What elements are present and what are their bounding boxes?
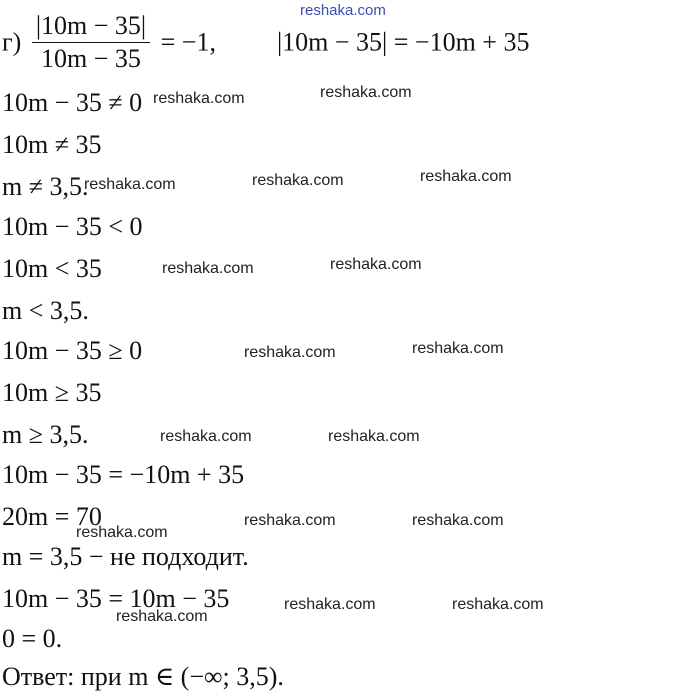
- watermark: reshaka.com: [320, 84, 412, 101]
- watermark: reshaka.com: [412, 512, 504, 529]
- solution-line: 10m − 35 < 0: [2, 212, 143, 241]
- watermark: reshaka.com: [420, 168, 512, 185]
- fraction: [32, 12, 150, 73]
- solution-line: 20m = 70: [2, 502, 102, 531]
- watermark: reshaka.com: [452, 596, 544, 613]
- solution-line: 0 = 0.: [2, 624, 63, 653]
- watermark: reshaka.com: [84, 176, 176, 193]
- watermark: reshaka.com: [244, 344, 336, 361]
- equation-header: [2, 12, 529, 73]
- watermark: reshaka.com: [76, 524, 168, 541]
- answer-line: Ответ: при m ∈ (−∞; 3,5).: [2, 662, 284, 691]
- solution-line: m ≠ 3,5.: [2, 172, 89, 201]
- watermark: reshaka.com: [330, 256, 422, 273]
- equation-modulus: |10m − 35| = −10m + 35: [276, 27, 530, 57]
- watermark: reshaka.com: [412, 340, 504, 357]
- solution-line: 10m − 35 ≥ 0: [2, 336, 143, 365]
- watermark: reshaka.com: [160, 428, 252, 445]
- solution-line: 10m − 35 ≠ 0: [2, 88, 143, 117]
- solution-line: 10m ≠ 35: [2, 130, 102, 159]
- solution-line: 10m ≥ 35: [2, 378, 102, 407]
- watermark: reshaka.com: [328, 428, 420, 445]
- watermark: reshaka.com: [244, 512, 336, 529]
- watermark: reshaka.com: [153, 90, 245, 107]
- item-label: г): [2, 27, 22, 57]
- solution-line: 10m − 35 = 10m − 35: [2, 584, 230, 613]
- watermark: reshaka.com: [162, 260, 254, 277]
- watermark: reshaka.com: [252, 172, 344, 189]
- equation-rhs: = −1,: [160, 27, 216, 57]
- solution-line: m < 3,5.: [2, 296, 89, 325]
- solution-line: 10m − 35 = −10m + 35: [2, 460, 245, 489]
- solution-line: 10m < 35: [2, 254, 102, 283]
- watermark: reshaka.com: [284, 596, 376, 613]
- solution-line: m ≥ 3,5.: [2, 420, 89, 449]
- fraction-numerator: |10m − 35|: [32, 12, 150, 43]
- solution-line: m = 3,5 − не подходит.: [2, 542, 249, 571]
- fraction-denominator: 10m − 35: [41, 44, 141, 73]
- watermark: reshaka.com: [116, 608, 208, 625]
- watermark-top: reshaka.com: [300, 2, 386, 19]
